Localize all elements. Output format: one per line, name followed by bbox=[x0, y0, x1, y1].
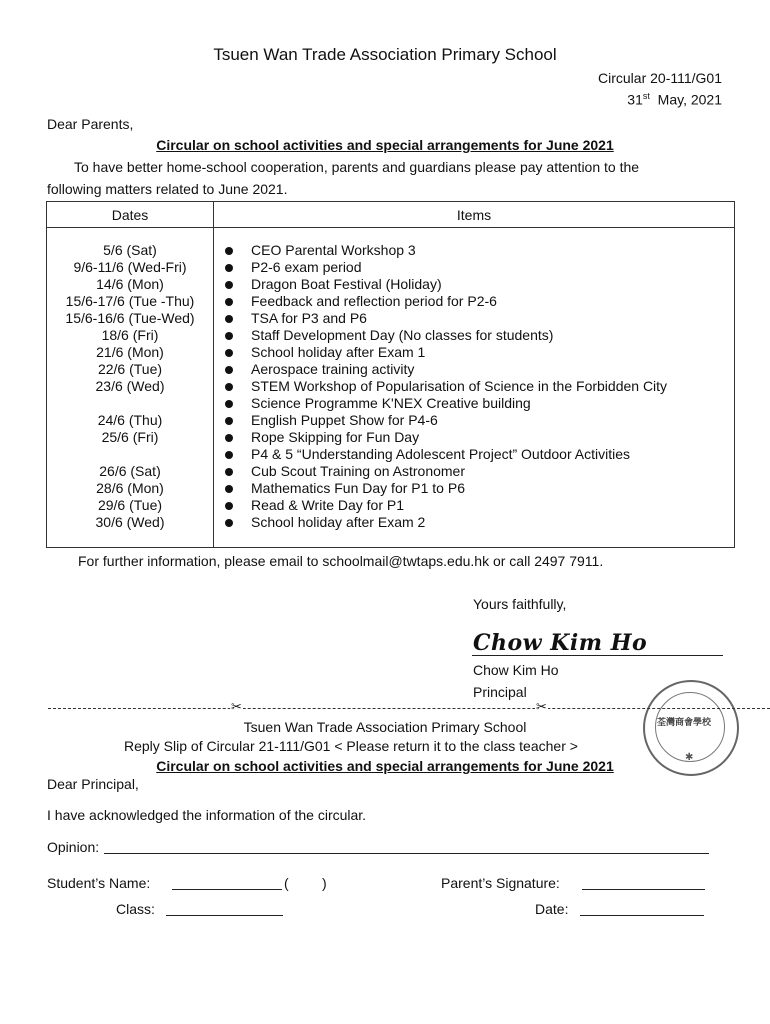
list-item bbox=[222, 429, 734, 446]
date-cell: 25/6 (Fri) bbox=[101, 429, 159, 445]
item-text: School holiday after Exam 2 bbox=[251, 514, 426, 530]
student-name-label: Student’s Name: bbox=[47, 875, 151, 891]
opinion-field[interactable] bbox=[104, 853, 709, 854]
date-cell: 21/6 (Mon) bbox=[96, 344, 164, 360]
item-text: STEM Workshop of Popularisation of Science in the Forbidden City bbox=[251, 378, 668, 394]
item-text: Mathematics Fun Day for P1 to P6 bbox=[251, 480, 465, 496]
bullet-icon bbox=[225, 366, 233, 374]
student-name-field[interactable] bbox=[172, 889, 282, 890]
date-day: 31 bbox=[627, 91, 643, 108]
bullet-icon bbox=[225, 281, 233, 289]
circular-number: Circular 20-111/G01 bbox=[598, 70, 722, 86]
cut-line bbox=[48, 708, 770, 709]
class-number-open-paren: ( bbox=[284, 875, 289, 891]
item-text: CEO Parental Workshop 3 bbox=[251, 242, 416, 258]
table-header-row bbox=[47, 202, 735, 228]
item-text: Aerospace training activity bbox=[251, 361, 415, 377]
bullet-icon bbox=[225, 417, 233, 425]
class-label: Class: bbox=[116, 901, 155, 917]
closing: Yours faithfully, bbox=[473, 596, 567, 612]
reply-greeting: Dear Principal, bbox=[47, 776, 139, 792]
date-cell: 22/6 (Tue) bbox=[97, 361, 163, 377]
bullet-icon bbox=[225, 315, 233, 323]
reply-slip-title: Reply Slip of Circular 21-111/G01 < Please return it to the class teacher > bbox=[124, 738, 578, 754]
list-item bbox=[222, 480, 734, 497]
bullet-icon bbox=[225, 264, 233, 272]
signer-title: Principal bbox=[473, 684, 527, 700]
item-text: Feedback and reflection period for P2-6 bbox=[251, 293, 497, 309]
dates-column bbox=[47, 228, 214, 548]
principal-signature: Chow Kim Ho bbox=[473, 630, 648, 656]
list-item bbox=[222, 242, 734, 259]
list-item bbox=[222, 361, 734, 378]
bullet-icon bbox=[225, 485, 233, 493]
item-text: Cub Scout Training on Astronomer bbox=[251, 463, 466, 479]
date-rest: May, 2021 bbox=[657, 91, 722, 108]
list-item bbox=[222, 259, 734, 276]
stamp-star-icon: ✱ bbox=[685, 752, 694, 763]
list-item bbox=[222, 395, 734, 412]
parent-signature-field[interactable] bbox=[582, 889, 705, 890]
item-text: English Puppet Show for P4-6 bbox=[251, 412, 438, 428]
schedule-table bbox=[46, 201, 735, 548]
date-field[interactable] bbox=[580, 915, 704, 916]
date-cell: 28/6 (Mon) bbox=[96, 480, 164, 496]
contact-info: For further information, please email to schoolmail@twtaps.edu.hk or call 2497 7911. bbox=[78, 553, 604, 569]
bullet-icon bbox=[225, 298, 233, 306]
item-text: Dragon Boat Festival (Holiday) bbox=[251, 276, 442, 292]
list-item bbox=[222, 276, 734, 293]
signer-name: Chow Kim Ho bbox=[473, 662, 559, 678]
item-text: Rope Skipping for Fun Day bbox=[251, 429, 420, 445]
items-header: Items bbox=[214, 202, 735, 228]
date-cell bbox=[47, 446, 213, 463]
intro-line-1: To have better home-school cooperation, parents and guardians please pay attention to the bbox=[74, 159, 640, 175]
date-label: Date: bbox=[535, 901, 569, 917]
item-text: P2-6 exam period bbox=[251, 259, 362, 275]
list-item bbox=[222, 497, 734, 514]
list-item bbox=[222, 378, 734, 395]
bullet-icon bbox=[225, 332, 233, 340]
item-text: Science Programme K'NEX Creative building bbox=[251, 395, 531, 411]
list-item bbox=[222, 310, 734, 327]
date-cell: 30/6 (Wed) bbox=[95, 514, 165, 530]
reply-subject: Circular on school activities and special arrangements for June 2021 bbox=[156, 758, 614, 774]
item-text: Read & Write Day for P1 bbox=[251, 497, 405, 513]
class-number-close-paren: ) bbox=[322, 875, 327, 891]
circular-date bbox=[627, 91, 722, 108]
table-body-row bbox=[47, 228, 735, 548]
date-cell: 5/6 (Sat) bbox=[103, 242, 157, 258]
signature-line bbox=[472, 655, 723, 656]
list-item bbox=[222, 514, 734, 531]
date-cell: 24/6 (Thu) bbox=[97, 412, 163, 428]
bullet-icon bbox=[225, 502, 233, 510]
date-cell: 23/6 (Wed) bbox=[95, 378, 165, 394]
opinion-label: Opinion: bbox=[47, 839, 100, 855]
list-item bbox=[222, 327, 734, 344]
list-item bbox=[222, 344, 734, 361]
bullet-icon bbox=[225, 349, 233, 357]
bullet-icon bbox=[225, 383, 233, 391]
items-column bbox=[214, 228, 735, 548]
circular-subject: Circular on school activities and special arrangements for June 2021 bbox=[156, 137, 614, 153]
acknowledgement: I have acknowledged the information of the circular. bbox=[47, 807, 367, 823]
scissors-icon: ✂ bbox=[536, 699, 547, 714]
item-text: TSA for P3 and P6 bbox=[251, 310, 367, 326]
school-title: Tsuen Wan Trade Association Primary School bbox=[213, 45, 557, 64]
date-suffix: st bbox=[642, 91, 650, 101]
bullet-icon bbox=[225, 519, 233, 527]
date-cell: 9/6-11/6 (Wed-Fri) bbox=[73, 259, 187, 275]
list-item bbox=[222, 412, 734, 429]
greeting: Dear Parents, bbox=[47, 116, 134, 132]
dates-header: Dates bbox=[47, 202, 214, 228]
date-cell bbox=[47, 395, 213, 412]
intro-line-2: following matters related to June 2021. bbox=[47, 181, 288, 197]
reply-school-title: Tsuen Wan Trade Association Primary School bbox=[243, 719, 527, 735]
list-item bbox=[222, 463, 734, 480]
stamp-text: 荃灣商會學校 bbox=[657, 717, 712, 727]
bullet-icon bbox=[225, 451, 233, 459]
item-text: School holiday after Exam 1 bbox=[251, 344, 426, 360]
parent-signature-label: Parent’s Signature: bbox=[441, 875, 560, 891]
date-cell: 29/6 (Tue) bbox=[97, 497, 163, 513]
item-text: P4 & 5 “Understanding Adolescent Project” Outdoor Activities bbox=[251, 446, 630, 462]
list-item bbox=[222, 446, 734, 463]
date-cell: 18/6 (Fri) bbox=[101, 327, 159, 343]
bullet-icon bbox=[225, 247, 233, 255]
scissors-icon: ✂ bbox=[231, 699, 242, 714]
bullet-icon bbox=[225, 468, 233, 476]
bullet-icon bbox=[225, 434, 233, 442]
date-cell: 15/6-16/6 (Tue-Wed) bbox=[65, 310, 195, 326]
date-cell: 15/6-17/6 (Tue -Thu) bbox=[65, 293, 195, 309]
item-text: Staff Development Day (No classes for students) bbox=[251, 327, 554, 343]
date-cell: 14/6 (Mon) bbox=[96, 276, 164, 292]
class-field[interactable] bbox=[166, 915, 283, 916]
list-item bbox=[222, 293, 734, 310]
date-cell: 26/6 (Sat) bbox=[99, 463, 161, 479]
bullet-icon bbox=[225, 400, 233, 408]
